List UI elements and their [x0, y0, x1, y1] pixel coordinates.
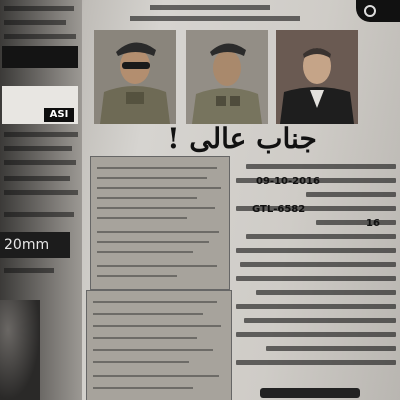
text-line [236, 276, 396, 281]
text-line [4, 190, 78, 195]
text-line [236, 304, 396, 309]
doc-line [93, 361, 189, 363]
photo-official-right [276, 30, 358, 124]
doc-line [93, 301, 217, 303]
arch-image [0, 300, 40, 400]
doc-line [93, 337, 197, 339]
article [84, 0, 400, 400]
text-line [4, 146, 72, 151]
age-number: 16 [366, 218, 380, 229]
text-line [4, 132, 78, 137]
text-line [4, 176, 70, 181]
doc-line [97, 265, 217, 267]
text-line [236, 248, 396, 253]
doc-line [97, 167, 217, 169]
doc-line [97, 251, 193, 253]
photo-officer-middle [186, 30, 268, 124]
scanned-document-lower [86, 290, 232, 400]
vehicle-registration: GTL-6582 [252, 204, 306, 215]
text-line [4, 212, 74, 217]
text-line [240, 262, 396, 267]
doc-line [93, 313, 203, 315]
doc-line [93, 375, 219, 377]
text-line [244, 318, 396, 323]
text-line [4, 34, 76, 39]
header-text-line [150, 5, 270, 10]
article-header [90, 0, 400, 26]
text-line [246, 234, 396, 239]
phone-number: 20mm [0, 232, 70, 258]
text-line [306, 192, 396, 197]
text-line [236, 332, 396, 337]
date-text: 09-10-2016 [256, 176, 320, 187]
doc-line [97, 187, 221, 189]
ad-block-top [2, 46, 78, 68]
headline: جناب عالی ! [167, 122, 317, 155]
doc-line [97, 197, 197, 199]
text-line [316, 220, 396, 225]
doc-line [93, 387, 193, 389]
doc-line [97, 275, 177, 277]
doc-line [97, 177, 207, 179]
doc-line [97, 241, 209, 243]
text-line [4, 6, 74, 11]
text-line [4, 160, 76, 165]
newspaper-logo [356, 0, 400, 22]
text-line [246, 164, 396, 169]
left-adjacent-column [0, 0, 82, 400]
asi-badge: ASI [44, 108, 74, 122]
doc-line [93, 325, 221, 327]
doc-line [97, 207, 215, 209]
doc-line [97, 217, 187, 219]
text-line [236, 360, 396, 365]
scanned-document-upper [90, 156, 230, 290]
doc-line [97, 231, 219, 233]
text-line [4, 268, 54, 273]
doc-line [93, 349, 213, 351]
text-line [266, 346, 396, 351]
text-line [4, 20, 66, 25]
header-text-line [130, 16, 300, 21]
photo-officer-left [94, 30, 176, 124]
text-line [256, 290, 396, 295]
signature-line [254, 382, 374, 400]
